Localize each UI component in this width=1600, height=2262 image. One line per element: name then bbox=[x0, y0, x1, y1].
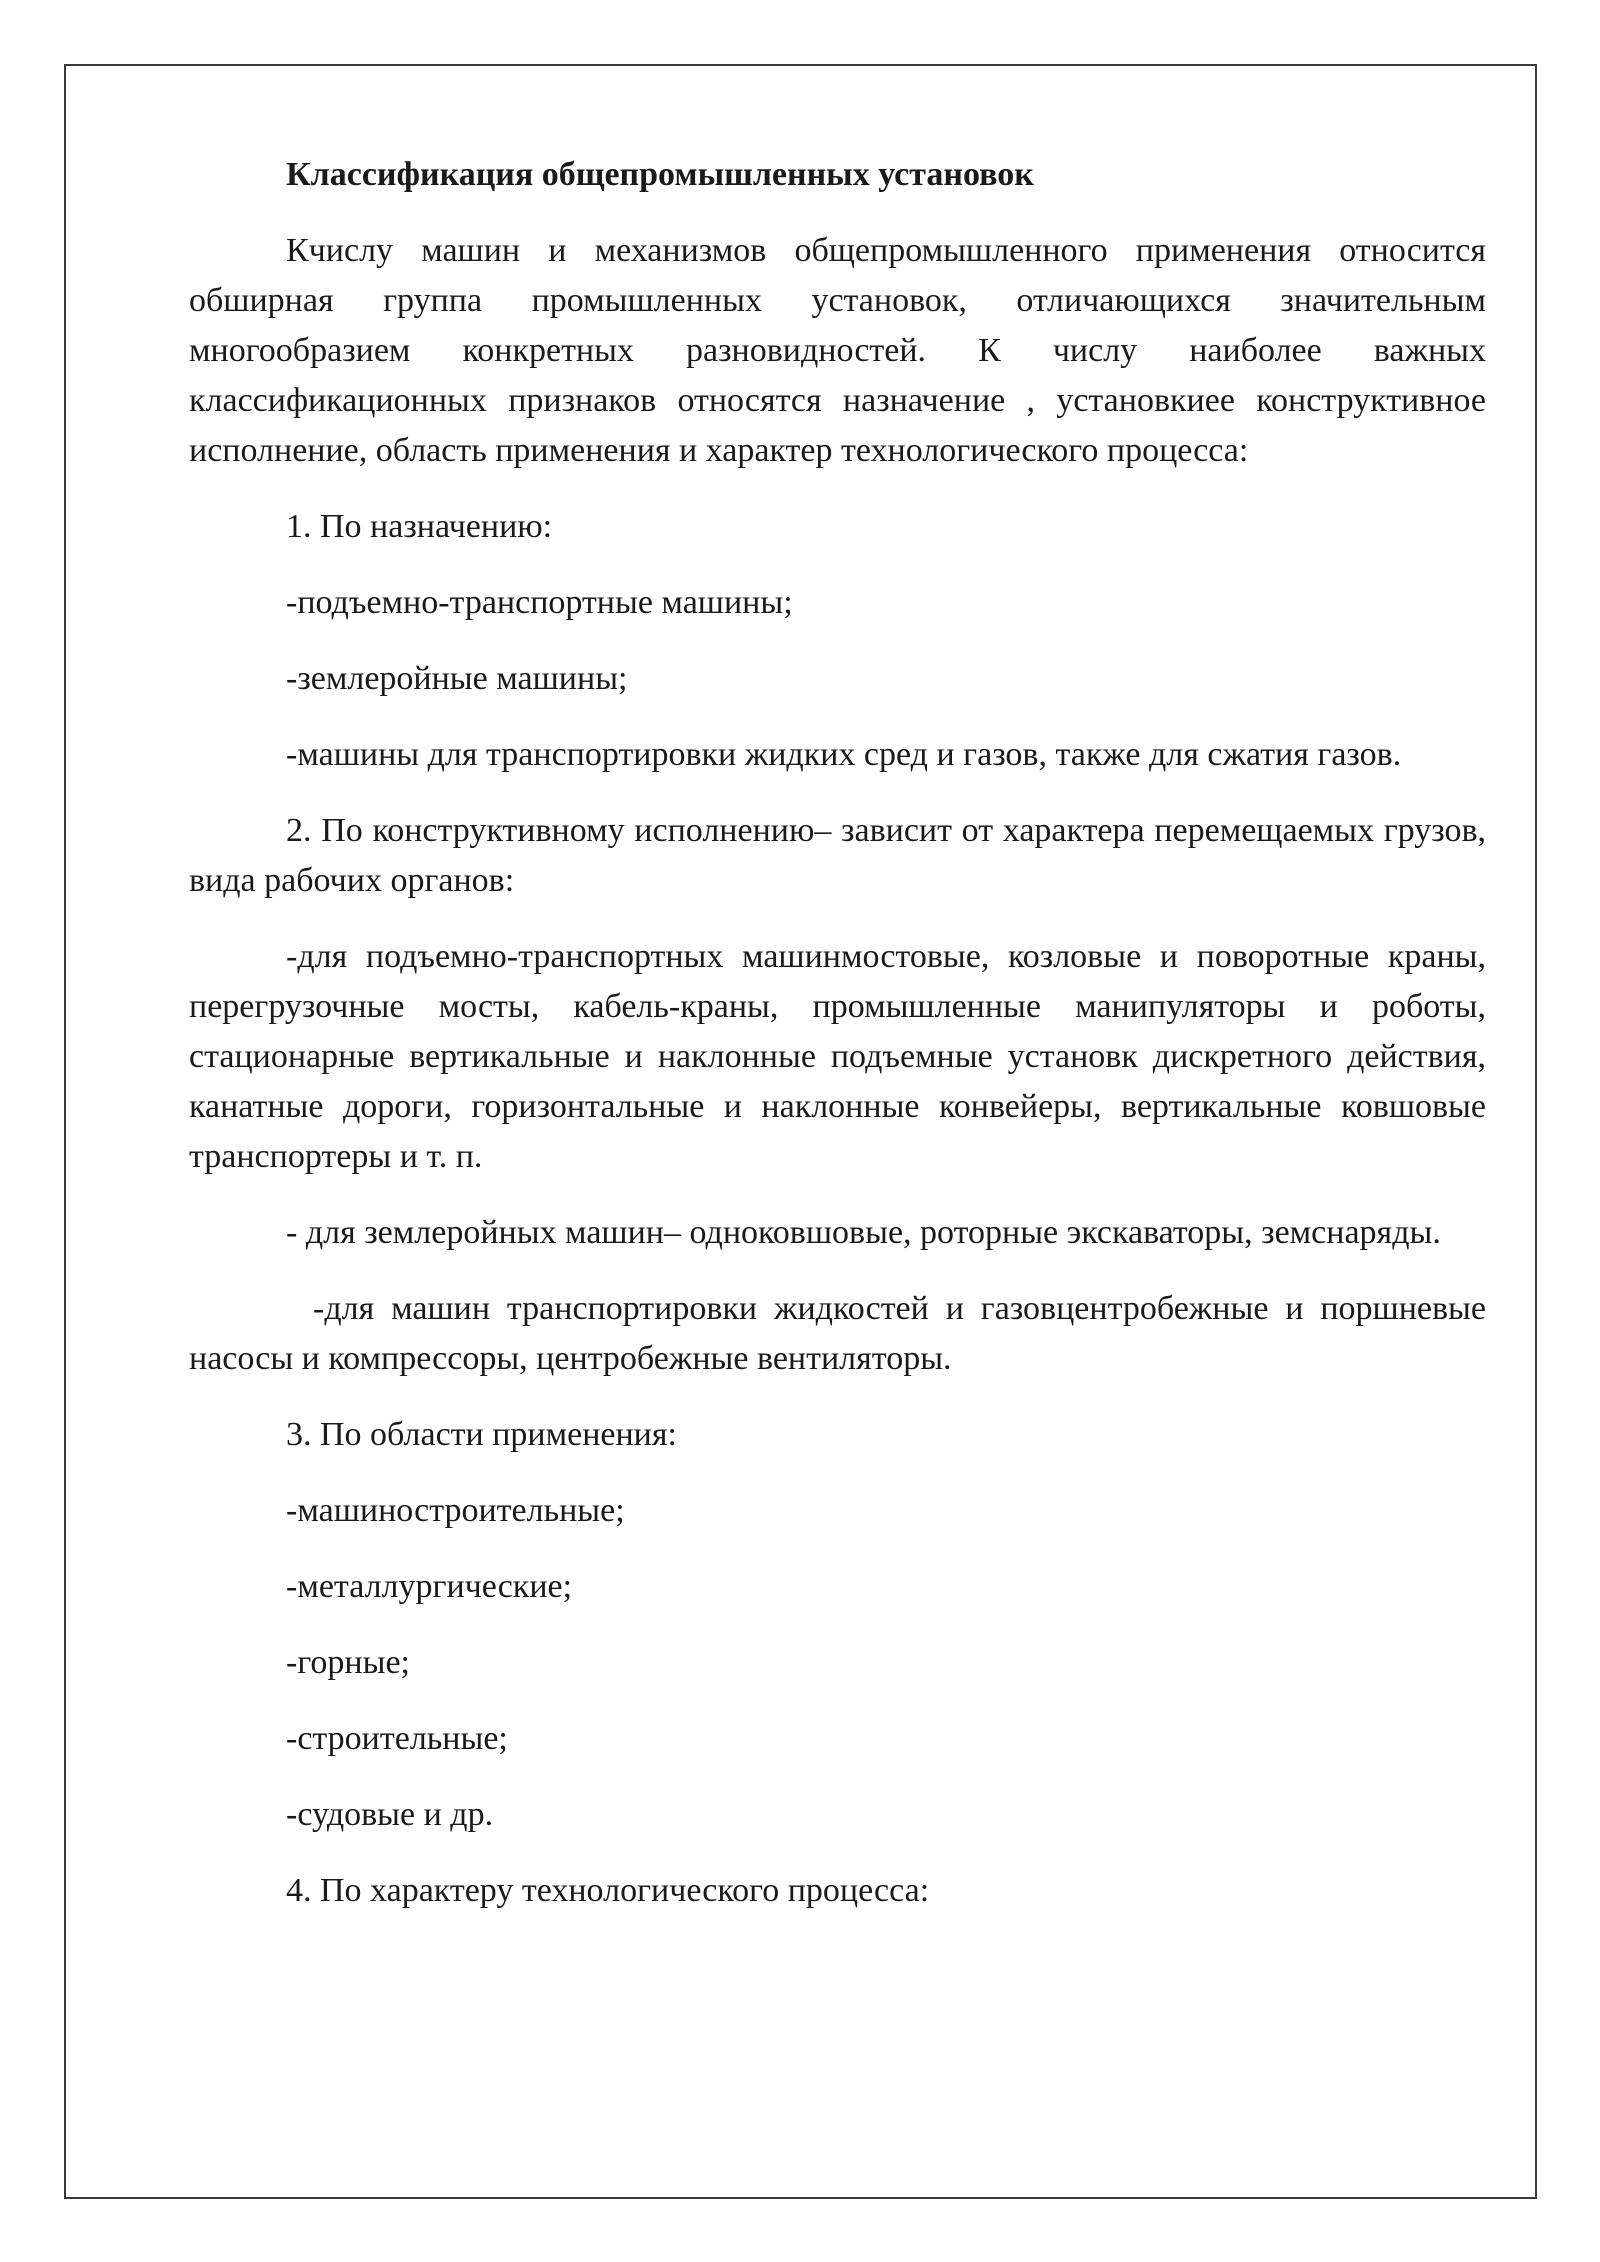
section-1-item: -машины для транспортировки жидких сред и газов, также для сжатия газов. bbox=[286, 736, 1402, 773]
section-1-heading: 1. По назначению: bbox=[286, 508, 553, 545]
section-3-item: -металлургические; bbox=[286, 1568, 573, 1605]
section-4-heading: 4. По характеру технологического процесса: bbox=[286, 1872, 930, 1909]
section-2-item: -для машин транспортировки жидкостей и газовцентробежные и поршневые насосы и компрессоры, центробежные вентиляторы. bbox=[189, 1290, 1486, 1377]
section-3-item: -горные; bbox=[286, 1644, 410, 1681]
section-2-heading: 2. По конструктивному исполнению– зависит от характера перемещаемых грузов, вида рабочих органов: bbox=[189, 812, 1486, 899]
intro-paragraph: Кчислу машин и механизмов общепромышленного применения относится обширная группа промышленных установок, отличающихся значительным многообразием конкретных разновидностей. К числу наиболее важных классификационных признаков относятся назначение , установкиее конструктивное исполнение, область применения и характер технологического процесса: bbox=[189, 232, 1486, 469]
section-3-item: -машиностроительные; bbox=[286, 1492, 625, 1529]
section-1-item: -землеройные машины; bbox=[286, 660, 628, 697]
document-body bbox=[189, 150, 1486, 1942]
section-2-item: -для подъемно-транспортных машинмостовые, козловые и поворотные краны, перегрузочные мосты, кабель-краны, промышленные манипуляторы и роботы, стационарные вертикальные и наклонные подъемные установк дискретного действия, канатные дороги, горизонтальные и наклонные конвейеры, вертикальные ковшовые транспортеры и т. п. bbox=[189, 938, 1486, 1175]
document-title: Классификация общепромышленных установок bbox=[286, 156, 1034, 193]
section-3-item: -судовые и др. bbox=[286, 1796, 494, 1833]
section-2-item: - для землеройных машин– одноковшовые, роторные экскаваторы, земснаряды. bbox=[286, 1214, 1441, 1251]
section-1-item: -подъемно-транспортные машины; bbox=[286, 584, 793, 621]
section-3-heading: 3. По области применения: bbox=[286, 1416, 677, 1453]
section-3-item: -строительные; bbox=[286, 1720, 508, 1757]
